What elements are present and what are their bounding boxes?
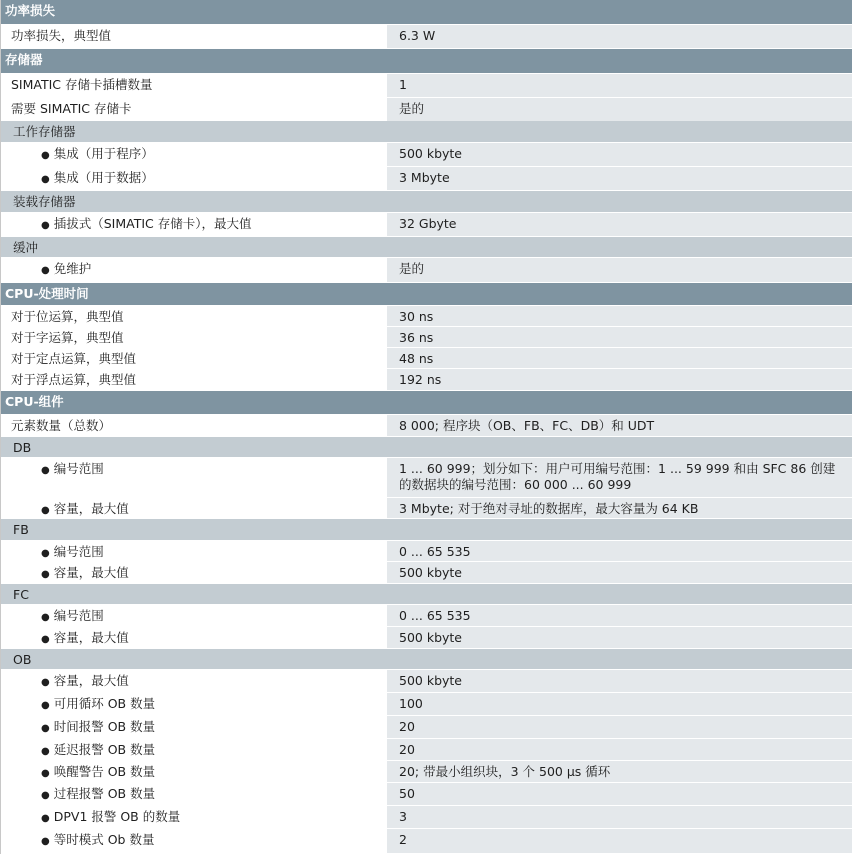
- row-label: [1, 716, 387, 738]
- row-label-text: 唤醒警告 OB 数量: [53, 764, 156, 779]
- table-row: [1, 306, 852, 327]
- row-label: [1, 348, 387, 368]
- row-value: [387, 191, 852, 212]
- row-label: [1, 327, 387, 347]
- row-label-text: 容量，最大值: [53, 501, 129, 516]
- row-label: [1, 739, 387, 760]
- bullet-icon: ●: [41, 768, 50, 779]
- row-label: [1, 0, 387, 24]
- table-row: [1, 458, 852, 498]
- subsection-header: [1, 519, 852, 541]
- table-row: [1, 348, 852, 369]
- table-row: [1, 498, 852, 519]
- subsection-header: [1, 584, 852, 605]
- row-label-text: 需要 SIMATIC 存储卡: [11, 101, 132, 116]
- row-label: [1, 649, 387, 669]
- table-row: [1, 258, 852, 283]
- row-label: [1, 541, 387, 561]
- row-label: [1, 167, 387, 190]
- row-label-text: FC: [13, 587, 29, 602]
- row-label: [1, 498, 387, 518]
- table-row: [1, 167, 852, 191]
- row-value: [387, 283, 852, 305]
- row-label-text: 对于字运算，典型值: [11, 330, 124, 345]
- row-label-text: 对于位运算，典型值: [11, 309, 124, 324]
- row-label: [1, 143, 387, 166]
- bullet-icon: ●: [41, 150, 50, 161]
- row-label: [1, 562, 387, 583]
- row-value: 36 ns: [387, 327, 852, 347]
- bullet-icon: ●: [41, 723, 50, 734]
- bullet-icon: ●: [41, 569, 50, 580]
- row-label-text: 工作存储器: [13, 124, 76, 139]
- row-label: [1, 783, 387, 805]
- row-label: [1, 213, 387, 236]
- row-label-text: 对于定点运算，典型值: [11, 351, 137, 366]
- row-label: [1, 391, 387, 414]
- table-row: [1, 143, 852, 167]
- row-label-text: FB: [13, 522, 29, 537]
- row-label-text: 对于浮点运算，典型值: [11, 372, 137, 387]
- row-label-text: 免维护: [53, 261, 92, 276]
- bullet-icon: ●: [41, 677, 50, 688]
- row-label-text: 装载存储器: [13, 194, 76, 209]
- row-value: 20: [387, 739, 852, 760]
- bullet-icon: ●: [41, 813, 50, 824]
- row-label: [1, 306, 387, 326]
- row-label-text: 集成（用于数据）: [53, 170, 154, 185]
- row-label: [1, 74, 387, 97]
- row-value: 500 kbyte: [387, 627, 852, 648]
- subsection-header: [1, 237, 852, 258]
- row-value: 2: [387, 829, 852, 853]
- row-value: 30 ns: [387, 306, 852, 326]
- row-label-text: 等时模式 Ob 数量: [53, 832, 155, 847]
- row-label: [1, 519, 387, 540]
- row-value: [387, 0, 852, 24]
- row-value: 0 ... 65 535: [387, 605, 852, 626]
- row-label-text: DPV1 报警 OB 的数量: [53, 809, 181, 824]
- bullet-icon: ●: [41, 265, 50, 276]
- row-value: 3 Mbyte; 对于绝对寻址的数据库，最大容量为 64 KB: [387, 498, 852, 518]
- row-label: [1, 25, 387, 48]
- table-row: [1, 25, 852, 49]
- row-label-text: OB: [13, 652, 32, 667]
- table-row: [1, 739, 852, 761]
- table-row: [1, 627, 852, 649]
- section-header: [1, 49, 852, 74]
- table-row: [1, 761, 852, 783]
- row-label: [1, 283, 387, 305]
- row-value: [387, 584, 852, 604]
- row-label: [1, 258, 387, 282]
- row-label-text: SIMATIC 存储卡插槽数量: [11, 77, 153, 92]
- row-label-text: 编号范围: [53, 461, 104, 476]
- row-label-text: 时间报警 OB 数量: [53, 719, 156, 734]
- subsection-header: [1, 121, 852, 143]
- row-value: 20; 带最小组织块，3 个 500 μs 循环: [387, 761, 852, 782]
- subsection-header: [1, 191, 852, 213]
- row-label-text: 容量，最大值: [53, 673, 129, 688]
- row-value: [387, 437, 852, 457]
- row-value: 1 ... 60 999；划分如下：用户可用编号范围：1 ... 59 999 和由 SFC 86 创建的数据块的编号范围：60 000 ... 60 999: [387, 458, 852, 497]
- row-label-text: 集成（用于程序）: [53, 146, 154, 161]
- row-value: 3 Mbyte: [387, 167, 852, 190]
- row-value: 50: [387, 783, 852, 805]
- table-row: [1, 541, 852, 562]
- row-label: [1, 761, 387, 782]
- bullet-icon: ●: [41, 612, 50, 623]
- row-value: [387, 519, 852, 540]
- section-header: [1, 283, 852, 306]
- row-value: 0 ... 65 535: [387, 541, 852, 561]
- row-label-text: 容量，最大值: [53, 630, 129, 645]
- row-label-text: DB: [13, 440, 32, 455]
- bullet-icon: ●: [41, 836, 50, 847]
- row-label: [1, 806, 387, 828]
- row-label-text: 元素数量（总数）: [11, 418, 112, 433]
- row-label: [1, 415, 387, 436]
- table-row: [1, 98, 852, 122]
- row-value: 500 kbyte: [387, 670, 852, 692]
- table-row: [1, 213, 852, 237]
- row-value: 是的: [387, 98, 852, 121]
- row-label-text: 编号范围: [53, 608, 104, 623]
- row-value: 192 ns: [387, 369, 852, 390]
- row-label-text: 功率损失，典型值: [11, 28, 112, 43]
- table-row: [1, 415, 852, 437]
- row-value: 是的: [387, 258, 852, 282]
- row-label: [1, 369, 387, 390]
- row-label: [1, 98, 387, 121]
- row-label: [1, 49, 387, 73]
- row-label: [1, 458, 387, 497]
- row-value: 48 ns: [387, 348, 852, 368]
- row-label-text: 插拔式（SIMATIC 存储卡），最大值: [53, 216, 252, 231]
- bullet-icon: ●: [41, 634, 50, 645]
- table-row: [1, 327, 852, 348]
- subsection-header: [1, 437, 852, 458]
- row-value: [387, 121, 852, 142]
- table-row: [1, 693, 852, 716]
- table-row: [1, 783, 852, 806]
- row-label: [1, 437, 387, 457]
- row-value: 500 kbyte: [387, 562, 852, 583]
- row-label: [1, 191, 387, 212]
- row-label-text: 容量，最大值: [53, 565, 129, 580]
- row-value: [387, 49, 852, 73]
- row-value: 100: [387, 693, 852, 715]
- table-row: [1, 74, 852, 98]
- row-value: 6.3 W: [387, 25, 852, 48]
- row-label-text: 可用循环 OB 数量: [53, 696, 156, 711]
- bullet-icon: ●: [41, 505, 50, 516]
- row-value: 20: [387, 716, 852, 738]
- row-label-text: 存储器: [5, 52, 43, 67]
- bullet-icon: ●: [41, 790, 50, 801]
- row-value: [387, 391, 852, 414]
- row-label-text: 缓冲: [13, 240, 39, 255]
- bullet-icon: ●: [41, 220, 50, 231]
- bullet-icon: ●: [41, 174, 50, 185]
- bullet-icon: ●: [41, 548, 50, 559]
- bullet-icon: ●: [41, 746, 50, 757]
- section-header: [1, 391, 852, 415]
- table-row: [1, 605, 852, 627]
- row-label-text: 延迟报警 OB 数量: [53, 742, 156, 757]
- row-label-text: 编号范围: [53, 544, 104, 559]
- table-row: [1, 829, 852, 854]
- table-row: [1, 670, 852, 693]
- row-label: [1, 237, 387, 257]
- row-value: 8 000; 程序块（OB、FB、FC、DB）和 UDT: [387, 415, 852, 436]
- row-value: [387, 649, 852, 669]
- table-row: [1, 562, 852, 584]
- subsection-header: [1, 649, 852, 670]
- row-label: [1, 584, 387, 604]
- table-row: [1, 716, 852, 739]
- table-row: [1, 369, 852, 391]
- bullet-icon: ●: [41, 465, 50, 476]
- table-row: [1, 806, 852, 829]
- row-label-text: 功率损失: [5, 3, 56, 18]
- bullet-icon: ●: [41, 700, 50, 711]
- section-header: [1, 0, 852, 25]
- row-label-text: CPU-组件: [5, 394, 64, 409]
- row-value: [387, 237, 852, 257]
- row-label: [1, 121, 387, 142]
- row-label: [1, 670, 387, 692]
- row-label-text: CPU-处理时间: [5, 286, 89, 301]
- row-label: [1, 605, 387, 626]
- row-value: 32 Gbyte: [387, 213, 852, 236]
- row-label-text: 过程报警 OB 数量: [53, 786, 156, 801]
- row-label: [1, 693, 387, 715]
- row-label: [1, 627, 387, 648]
- row-label: [1, 829, 387, 853]
- row-value: 500 kbyte: [387, 143, 852, 166]
- row-value: 1: [387, 74, 852, 97]
- row-value: 3: [387, 806, 852, 828]
